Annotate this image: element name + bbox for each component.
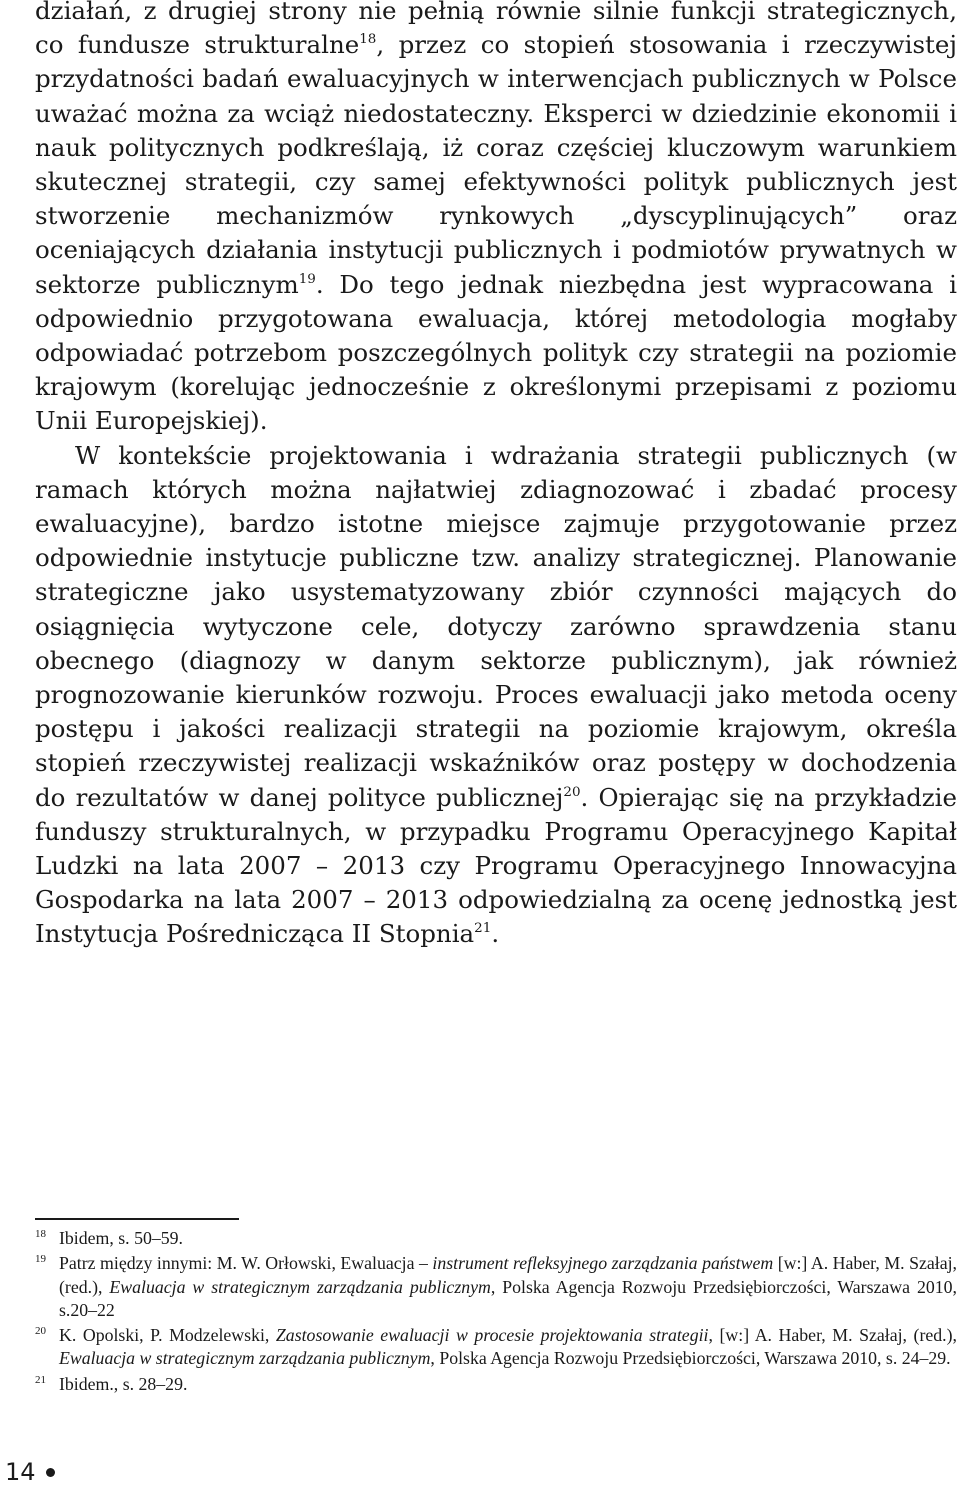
text-run: Ibidem., s. 28–29. bbox=[59, 1373, 188, 1394]
footnote-text bbox=[59, 1325, 957, 1368]
page-number-footer bbox=[5, 1458, 55, 1486]
text-run: . bbox=[491, 919, 500, 949]
footnote-number: 20 bbox=[35, 1325, 46, 1338]
footnote-text bbox=[59, 1374, 187, 1394]
text-run: . Do tego jednak niezbędna jest wypracowana i odpowiednio przygotowana ewaluacja, której metodologia mogłaby odpowiadać potrzebom poszczególnych polityk czy strategii na poziomie krajowym (korelując jednocześnie z określonymi przepisami z poziomu Unii Europejskiej). bbox=[35, 269, 958, 436]
text-run: , przez co stopień stosowania i rzeczywistej przydatności badań ewaluacyjnych w interwencjach publicznych w Polsce uważać można za wciąż niedostateczny. Eksperci w dziedzinie ekonomii i nauk politycznych podkreślają, iż coraz częściej kluczowym warunkiem skutecznej strategii, czy samej efektywności polityk publicznych jest stworzenie mechanizmów rynkowych „dyscyplinujących” oraz oceniających działania instytucji publicznych i podmiotów prywatnych w sektorze publicznym bbox=[35, 30, 957, 299]
italic-title: Ewaluacja w strategicznym zarządzania publicznym bbox=[109, 1276, 491, 1297]
italic-title: instrument refleksyjnego zarządzania państwem bbox=[432, 1253, 774, 1274]
text-run: , Polska Agencja Rozwoju Przedsiębiorczości, Warszawa 2010, s. 24–29. bbox=[430, 1348, 951, 1369]
footnote-ref: 21 bbox=[474, 920, 492, 937]
footnote-number: 18 bbox=[35, 1228, 46, 1240]
footnote-text bbox=[59, 1228, 183, 1248]
paragraph-1 bbox=[35, 0, 957, 439]
paragraph-2 bbox=[35, 439, 957, 952]
body-text bbox=[35, 0, 957, 952]
footnote-18 bbox=[35, 1227, 957, 1250]
footnote-ref: 18 bbox=[359, 31, 377, 48]
text-run: , [w:] A. Haber, M. Szałaj, (red.), bbox=[708, 1325, 957, 1346]
text-run: , Polska Agencja Rozwoju Przedsiębiorczości, Warszawa 2010, s.20–22 bbox=[59, 1276, 957, 1320]
footnote-21 bbox=[35, 1373, 957, 1396]
footnote-number: 21 bbox=[35, 1373, 46, 1386]
footnotes bbox=[35, 1227, 957, 1396]
footnote-19 bbox=[35, 1252, 957, 1322]
footnote-20 bbox=[35, 1324, 957, 1371]
text-run: działań, z drugiej strony nie pełnią równie silnie funkcji strategicznych, co fundusze strukturalne bbox=[35, 0, 957, 60]
text-run: W kontekście projektowania i wdrażania strategii publicznych (w ramach których można najłatwiej zdiagnozować i zbadać procesy ewaluacyjne), bardzo istotne miejsce zajmuje przygotowanie przez odpowiednie instytucje publiczne tzw. analizy strategicznej. Planowanie strategiczne jako usystematyzowany zbiór czynności mających do osiągnięcia wytyczone cele, dotyczy zarówno sprawdzenia stanu obecnego (diagnozy w danym sektorze publicznym), jak również prognozowanie kierunków rozwoju. Proces ewaluacji jako metoda oceny postępu i jakości realizacji strategii na poziomie krajowym, określa stopień rzeczywistej realizacji wskaźników oraz postępy w dochodzenia do rezultatów w danej polityce publicznej bbox=[35, 440, 957, 812]
text-run: [w:] A. Haber, M. Szałaj, (red.), bbox=[59, 1253, 957, 1297]
text-run: . Opierając się na przykładzie funduszy strukturalnych, w przypadku Programu Operacyjnego Kapitał Ludzki na lata 2007 – 2013 czy Programu Operacyjnego Innowacyjna Gospodarka na lata 2007 – 2013 odpowiedzialną za ocenę jednostką jest Instytucja Pośrednicząca II Stopnia bbox=[35, 782, 958, 949]
text-run: Patrz między innymi: M. W. Orłowski, Ewaluacja – bbox=[59, 1253, 433, 1274]
page-number: 14 bbox=[5, 1458, 36, 1486]
footnote-number: 19 bbox=[35, 1253, 46, 1266]
italic-title: Ewaluacja w strategicznym zarządzania publicznym bbox=[59, 1348, 431, 1369]
bullet-icon bbox=[46, 1468, 55, 1477]
text-run: Ibidem, s. 50–59. bbox=[59, 1228, 183, 1248]
footnote-separator bbox=[35, 1218, 239, 1220]
footnote-ref: 19 bbox=[298, 270, 316, 287]
italic-title: Zastosowanie ewaluacji w procesie projektowania strategii bbox=[275, 1325, 709, 1346]
footnote-text bbox=[59, 1253, 957, 1320]
footnote-ref: 20 bbox=[563, 783, 581, 800]
text-run: K. Opolski, P. Modzelewski, bbox=[59, 1325, 276, 1346]
